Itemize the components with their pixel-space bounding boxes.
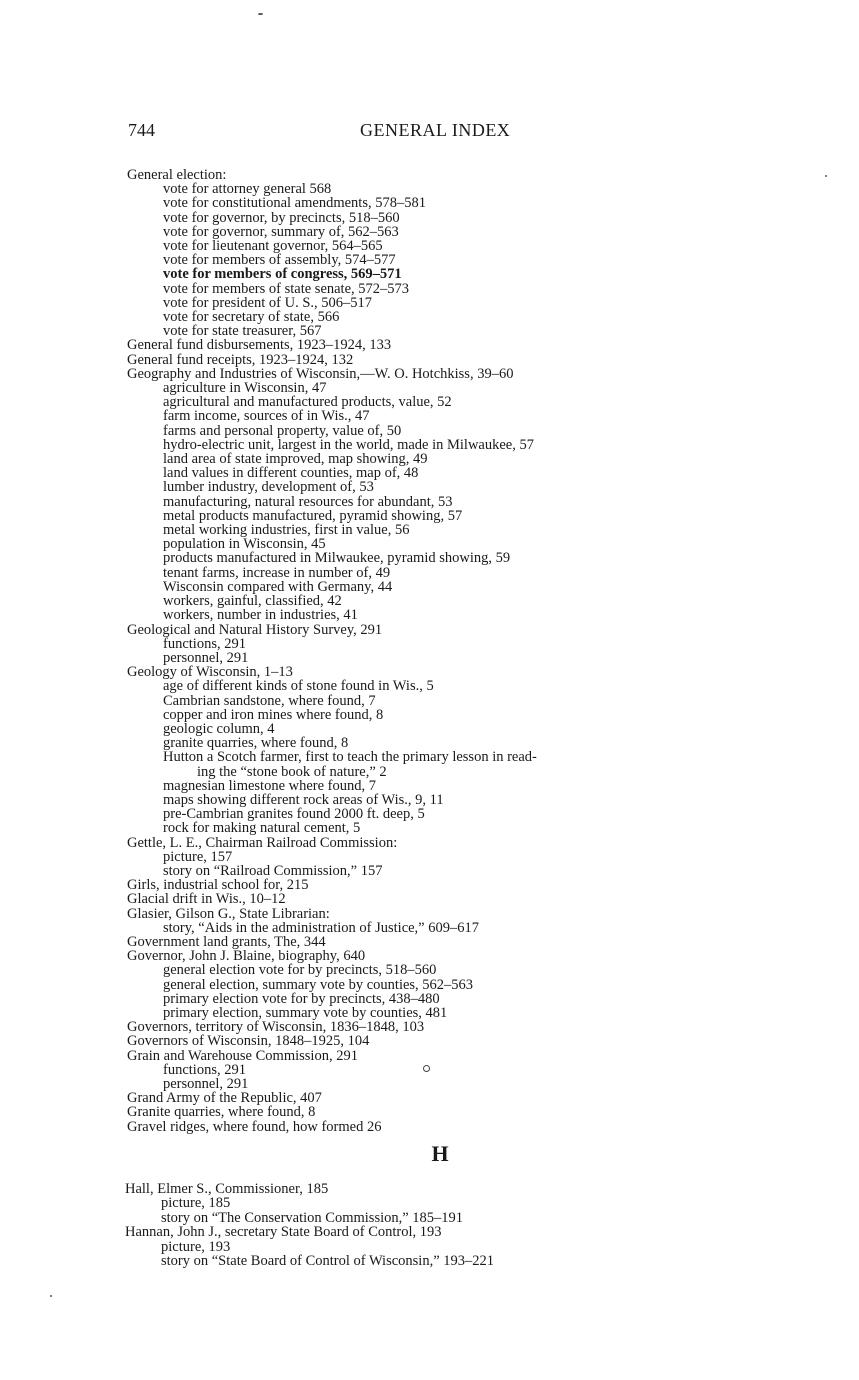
index-subentry: agriculture in Wisconsin, 47 (163, 380, 327, 397)
index-subentry: Hutton a Scotch farmer, first to teach the primary lesson in read- (163, 749, 537, 766)
index-subentry: story on “The Conservation Commission,” 185–191 (161, 1209, 464, 1226)
index-entry: Governor, John J. Blaine, biography, 640 (127, 948, 366, 965)
index-subentry: metal products manufactured, pyramid showing, 57 (163, 507, 463, 524)
index-subentry: vote for members of congress, 569–571 (163, 266, 402, 283)
index-subentry: pre-Cambrian granites found 2000 ft. deep, 5 (163, 806, 425, 823)
index-subentry: vote for governor, by precincts, 518–560 (163, 209, 400, 226)
index-entry: Grain and Warehouse Commission, 291 (127, 1047, 358, 1064)
index-entry: Geological and Natural History Survey, 291 (127, 621, 383, 638)
index-subentry: ing the “stone book of nature,” 2 (197, 763, 387, 780)
index-subentry: lumber industry, development of, 53 (163, 479, 374, 496)
index-subentry: farm income, sources of in Wis., 47 (163, 408, 370, 425)
index-subentry: vote for constitutional amendments, 578–581 (163, 195, 426, 212)
index-entry: Granite quarries, where found, 8 (127, 1104, 316, 1121)
index-subentry: manufacturing, natural resources for abundant, 53 (163, 493, 453, 510)
index-subentry: granite quarries, where found, 8 (163, 735, 349, 752)
index-subentry: copper and iron mines where found, 8 (163, 706, 384, 723)
scan-speck (825, 175, 827, 177)
index-subentry: vote for members of assembly, 574–577 (163, 252, 396, 269)
index-subentry: functions, 291 (163, 635, 246, 652)
index-subentry: picture, 185 (161, 1195, 231, 1212)
index-subentry: farms and personal property, value of, 50 (163, 422, 402, 439)
index-subentry: personnel, 291 (163, 1076, 249, 1092)
index-entry: General fund receipts, 1923–1924, 132 (127, 351, 354, 368)
index-subentry: story, “Aids in the administration of Justice,” 609–617 (163, 919, 479, 936)
index-subentry: age of different kinds of stone found in Wis., 5 (163, 678, 434, 695)
index-entry: Girls, industrial school for, 215 (127, 877, 309, 894)
index-subentry: workers, gainful, classified, 42 (163, 593, 342, 610)
index-subentry: general election vote for by precincts, 518–560 (163, 962, 437, 979)
index-entry: Gettle, L. E., Chairman Railroad Commission: (127, 834, 398, 851)
index-subentry: population in Wisconsin, 45 (163, 536, 326, 553)
index-subentry: vote for members of state senate, 572–573 (163, 280, 410, 297)
index-subentry: magnesian limestone where found, 7 (163, 777, 377, 794)
index-entry: General fund disbursements, 1923–1924, 133 (127, 337, 392, 354)
index-subentry: vote for governor, summary of, 562–563 (163, 223, 399, 240)
index-subentry: functions, 291 (163, 1061, 246, 1078)
index-subentry: personnel, 291 (163, 649, 249, 666)
index-subentry: vote for attorney general 568 (163, 181, 332, 198)
index-entry: Glacial drift in Wis., 10–12 (127, 891, 286, 908)
index-subentry: vote for secretary of state, 566 (163, 309, 340, 326)
index-subentry: workers, number in industries, 41 (163, 607, 358, 624)
running-title: GENERAL INDEX (360, 120, 511, 140)
index-subentry: tenant farms, increase in number of, 49 (163, 564, 391, 581)
index-entry: Government land grants, The, 344 (127, 933, 326, 950)
index-entry: General election: (127, 167, 227, 183)
index-subentry: Cambrian sandstone, where found, 7 (163, 692, 376, 709)
scan-speck (50, 1295, 52, 1297)
index-section-h (121, 1182, 821, 1268)
index-subentry: story on “State Board of Control of Wisconsin,” 193–221 (161, 1253, 495, 1270)
index-subentry: story on “Railroad Commission,” 157 (163, 862, 383, 879)
index-subentry: vote for lieutenant governor, 564–565 (163, 238, 383, 255)
index-subentry: hydro-electric unit, largest in the world, made in Milwaukee, 57 (163, 436, 534, 453)
index-subentry: maps showing different rock areas of Wis., 9, 11 (163, 791, 444, 808)
section-letter-heading: H (431, 1141, 449, 1166)
index-subentry: metal working industries, first in value, 56 (163, 522, 410, 539)
index-entry: Hall, Elmer S., Commissioner, 185 (125, 1181, 329, 1197)
scan-speck (258, 13, 263, 15)
index-subentry: land values in different counties, map of, 48 (163, 465, 419, 482)
index-subentry: general election, summary vote by counties, 562–563 (163, 976, 474, 993)
index-subentry: geologic column, 4 (163, 720, 275, 737)
index-entry: Gravel ridges, where found, how formed 26 (127, 1118, 382, 1135)
index-subentry: picture, 193 (161, 1238, 231, 1255)
index-subentry: products manufactured in Milwaukee, pyramid showing, 59 (163, 550, 511, 567)
index-subentry: vote for state treasurer, 567 (163, 323, 322, 340)
index-section-g (123, 168, 823, 1134)
index-entry: Geography and Industries of Wisconsin,—W. O. Hotchkiss, 39–60 (127, 365, 514, 382)
index-subentry: land area of state improved, map showing, 49 (163, 451, 428, 468)
index-subentry: picture, 157 (163, 848, 233, 865)
index-subentry: primary election, summary vote by counties, 481 (163, 1004, 448, 1021)
index-entry: Governors, territory of Wisconsin, 1836–1848, 103 (127, 1019, 425, 1036)
index-subentry: agricultural and manufactured products, value, 52 (163, 394, 452, 411)
index-entry: Glasier, Gilson G., State Librarian: (127, 905, 330, 922)
page-number: 744 (128, 120, 155, 140)
index-subentry: Wisconsin compared with Germany, 44 (163, 578, 393, 595)
index-entry: Hannan, John J., secretary State Board of Control, 193 (125, 1224, 442, 1241)
index-subentry: vote for president of U. S., 506–517 (163, 294, 373, 311)
index-entry: Governors of Wisconsin, 1848–1925, 104 (127, 1033, 370, 1050)
index-subentry: primary election vote for by precincts, 438–480 (163, 990, 440, 1007)
index-entry: Geology of Wisconsin, 1–13 (127, 664, 293, 681)
index-entry: Grand Army of the Republic, 407 (127, 1090, 322, 1107)
scan-speck (423, 1065, 430, 1072)
index-subentry: rock for making natural cement, 5 (163, 820, 361, 837)
